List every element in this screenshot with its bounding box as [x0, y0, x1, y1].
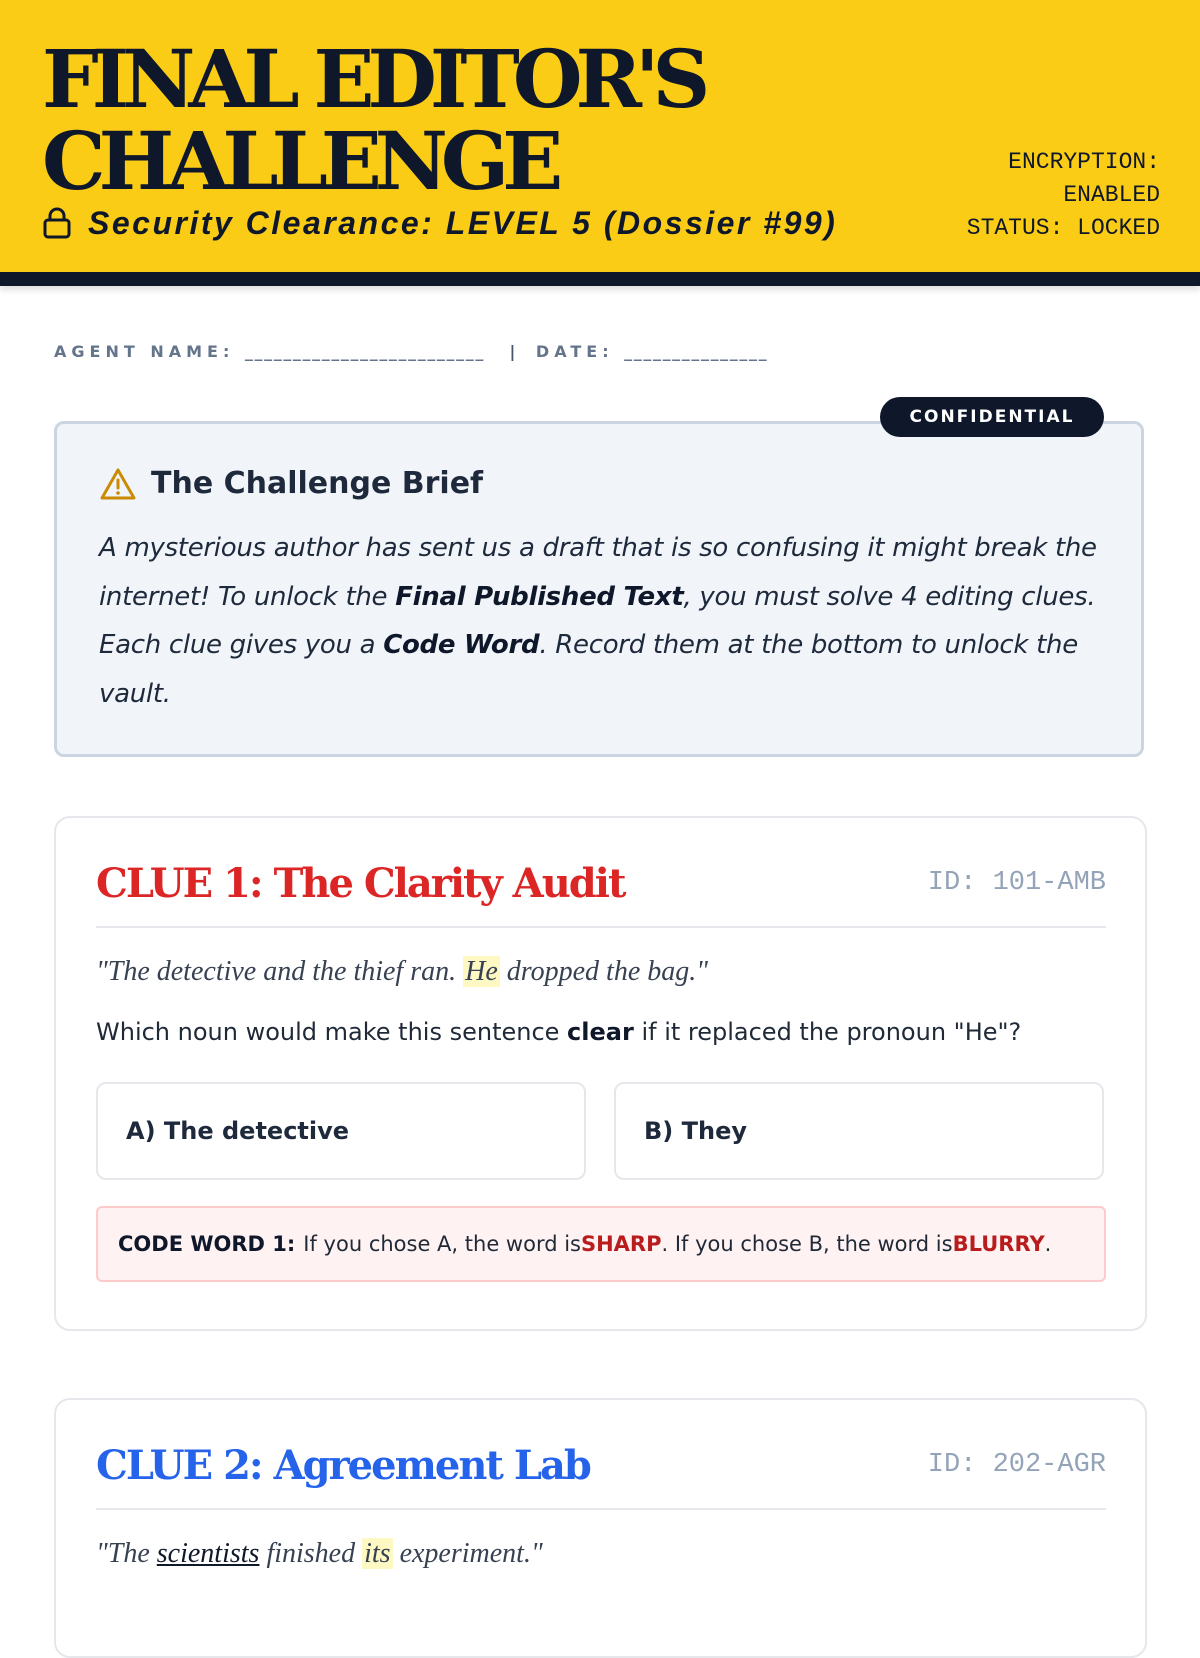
clue-1-header — [96, 858, 1106, 928]
clue-2-quote: "The scientists finished its experiment." — [96, 1538, 543, 1569]
code-word-1: CODE WORD 1: If you chose A, the word is SHARP . If you chose B, the word is BLURRY . — [96, 1206, 1106, 1282]
date-blank[interactable]: _______________ — [624, 342, 769, 361]
encryption-status: ENCRYPTION: ENABLED STATUS: LOCKED — [966, 149, 1160, 241]
clue-2-id: ID: 202-AGR — [927, 1450, 1106, 1480]
separator: | — [509, 342, 516, 361]
brief-text: A mysterious author has sent us a draft that is so confusing it might break the internet! To unlock the Final Published Text, you must solve 4 editing clues. Each clue gives you a Code Word. Record them at the bottom to unlock the vault. — [99, 533, 1097, 709]
clearance-text: Security Clearance: LEVEL 5 (Dossier #99) — [88, 204, 838, 241]
warning-icon — [99, 467, 137, 501]
security-clearance — [42, 203, 837, 243]
clue-1-card — [54, 816, 1147, 1331]
clue-1-quote: "The detective and the thief ran. He dropped the bag." — [96, 956, 709, 987]
challenge-brief — [54, 421, 1144, 757]
agent-info-line — [54, 342, 768, 361]
lock-icon — [42, 207, 72, 239]
highlighted-pronoun: He — [465, 956, 498, 987]
clue-1-question: Which noun would make this sentence clear if it replaced the pronoun "He"? — [96, 1018, 1022, 1046]
option-b-button[interactable]: B) They — [614, 1082, 1104, 1180]
option-a-button[interactable]: A) The detective — [96, 1082, 586, 1180]
confidential-badge: CONFIDENTIAL — [880, 397, 1104, 437]
clue-2-header — [96, 1440, 1106, 1510]
highlighted-pronoun: its — [364, 1538, 391, 1569]
clue-2-card — [54, 1398, 1147, 1658]
underlined-noun: scientists — [156, 1538, 260, 1569]
brief-title: The Challenge Brief — [99, 466, 483, 501]
clue-1-id: ID: 101-AMB — [927, 868, 1106, 898]
date-label: DATE: — [535, 342, 614, 361]
agent-name-label: AGENT NAME: — [54, 342, 235, 361]
clue-2-title: CLUE 2: Agreement Lab — [96, 1442, 590, 1489]
header-banner — [0, 0, 1200, 286]
clue-1-title: CLUE 1: The Clarity Audit — [96, 860, 625, 907]
page-title: FINAL EDITOR'S CHALLENGE — [42, 32, 704, 208]
agent-name-blank[interactable]: _________________________ — [244, 342, 485, 361]
